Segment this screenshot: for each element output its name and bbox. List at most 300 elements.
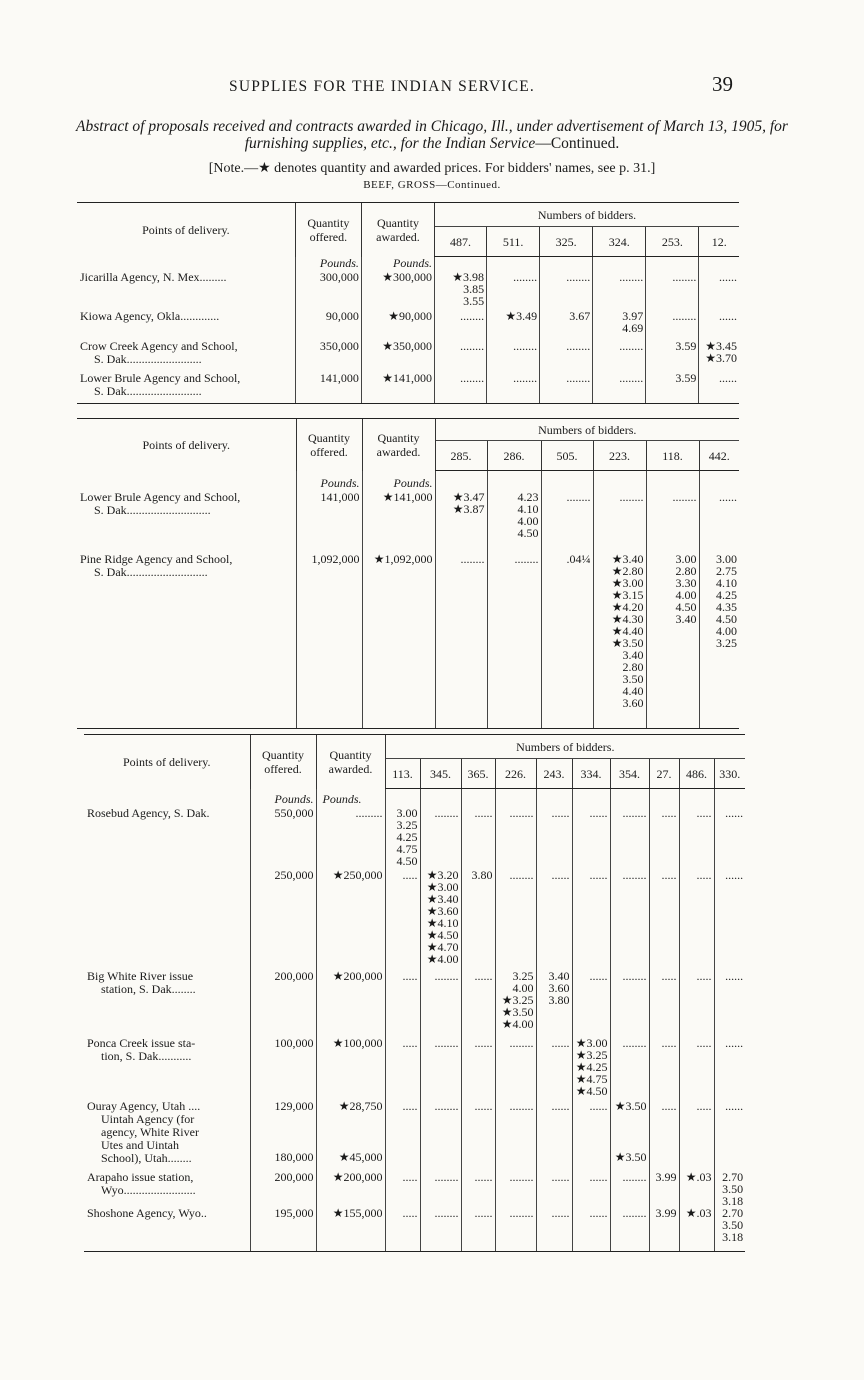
table-row (84, 1100, 745, 1171)
bidder-number: 324. (593, 227, 646, 257)
bid-cell-line: ★3.45 (705, 339, 737, 353)
bid-cell (435, 491, 487, 553)
table-row (84, 1207, 745, 1252)
bid-cell-line: ...... (551, 1170, 570, 1184)
quantity-offered-line: 250,000 (274, 868, 314, 882)
bid-cell-line: ..... (696, 969, 712, 983)
bid-cell-line: 4.69 (622, 320, 644, 335)
bid-cell (461, 1100, 495, 1171)
bid-cell-line: ........ (460, 309, 485, 323)
point-of-delivery (84, 869, 250, 970)
bid-table-3 (84, 734, 745, 1252)
bid-cell-line: 3.80 (548, 992, 570, 1007)
bidder-number: 325. (540, 227, 593, 257)
quantity-offered (295, 340, 361, 372)
bid-cell-line: ★3.50 (614, 1099, 647, 1113)
bid-cell-line: ★3.47 (452, 490, 485, 504)
bid-cell-line: ........ (434, 1170, 459, 1184)
bid-cell-line: ...... (474, 1170, 493, 1184)
bid-table-2 (77, 418, 739, 729)
unit-label: Pounds. (320, 475, 360, 490)
bid-cell-line: ........ (672, 309, 697, 323)
bid-cell (435, 340, 487, 372)
bid-cell-line: ★3.60 (426, 903, 459, 918)
bid-cell (536, 869, 572, 970)
header-points: Points of delivery. (77, 203, 295, 257)
point-of-delivery-line: S. Dak............................ (94, 502, 211, 517)
quantity-offered-line: 350,000 (319, 339, 359, 353)
bid-cell (385, 1171, 420, 1207)
bid-cell-line: ...... (551, 1099, 570, 1113)
bid-cell (487, 310, 540, 340)
bid-cell-line: ........ (434, 1099, 459, 1113)
bid-cell-line: 2.70 (722, 1206, 744, 1220)
bid-cell-line: ★4.30 (611, 611, 644, 626)
bid-cell (435, 310, 487, 340)
table-row (77, 340, 739, 372)
point-of-delivery-line: Pine Ridge Agency and School, (80, 552, 233, 566)
bidder-number: 243. (536, 759, 572, 789)
bid-cell (649, 1037, 679, 1100)
bid-cell-line: ........ (509, 868, 534, 882)
bid-cell-line: 3.59 (675, 339, 697, 353)
bidder-number: 334. (572, 759, 610, 789)
bid-cell (495, 1207, 536, 1252)
bid-cell-line: ..... (661, 1036, 677, 1050)
point-of-delivery-line: Kiowa Agency, Okla............. (80, 309, 220, 323)
quantity-offered-line: 550,000 (274, 806, 314, 820)
bid-cell (495, 970, 536, 1037)
bid-cell-line: ...... (589, 868, 608, 882)
bid-cell-line: ...... (589, 969, 608, 983)
bid-cell-line: ........ (514, 552, 539, 566)
bid-cell (435, 271, 487, 310)
bid-cell-line: ...... (474, 1206, 493, 1220)
bid-cell (495, 1171, 536, 1207)
bid-cell-line: ...... (719, 270, 737, 284)
bid-cell-line: 3.50 (722, 1181, 744, 1196)
section-title: BEEF, GROSS—Continued. (363, 179, 501, 191)
bid-cell (461, 1037, 495, 1100)
bid-cell-line: 3.59 (675, 371, 697, 385)
bid-cell-line: ...... (589, 806, 608, 820)
bid-cell-line: 3.40 (675, 611, 697, 626)
point-of-delivery-line: Shoshone Agency, Wyo.. (87, 1206, 207, 1220)
bid-cell-line: ..... (402, 1099, 418, 1113)
bid-cell-line: ...... (725, 969, 744, 983)
quantity-offered (296, 553, 362, 729)
bid-cell (610, 1207, 649, 1252)
point-of-delivery (77, 271, 295, 310)
bid-cell-line: ...... (551, 806, 570, 820)
bid-cell (385, 869, 420, 970)
table-row (77, 553, 739, 729)
quantity-offered (250, 1100, 316, 1171)
bid-cell (540, 340, 593, 372)
quantity-offered-line: 90,000 (325, 309, 359, 323)
bid-cell (679, 1171, 714, 1207)
bid-cell (610, 1100, 649, 1171)
bid-cell (679, 1037, 714, 1100)
bid-cell (714, 970, 745, 1037)
bid-cell (461, 869, 495, 970)
bid-cell-line: ........ (672, 490, 697, 504)
note-block (60, 160, 804, 194)
bid-cell-line: ........ (434, 806, 459, 820)
bid-cell-line: ★3.00 (426, 879, 459, 894)
bid-cell (593, 491, 646, 553)
bid-cell (649, 970, 679, 1037)
header-points: Points of delivery. (84, 735, 250, 789)
quantity-awarded-line: ★155,000 (332, 1206, 383, 1220)
bid-cell (541, 491, 593, 553)
bid-cell-line: 4.00 (512, 980, 534, 995)
bid-cell-line: ........ (619, 339, 644, 353)
bid-cell-line: 4.35 (716, 599, 738, 614)
point-of-delivery (77, 372, 295, 404)
point-of-delivery-line: Rosebud Agency, S. Dak. (87, 806, 210, 820)
bidder-number: 487. (435, 227, 487, 257)
table-row (84, 807, 745, 869)
bid-cell (461, 1207, 495, 1252)
bid-cell-line: 3.00 (716, 552, 738, 566)
bid-cell-line: 3.97 (622, 309, 644, 323)
bidder-number: 223. (593, 441, 646, 471)
bid-cell (487, 372, 540, 404)
bid-cell (495, 807, 536, 869)
bid-cell (593, 553, 646, 729)
bid-cell (714, 869, 745, 970)
bid-cell-line: ...... (719, 309, 737, 323)
bid-cell-line: ..... (402, 868, 418, 882)
bid-cell-line: 3.25 (396, 817, 418, 832)
bid-cell-line: ★3.50 (614, 1149, 647, 1164)
quantity-awarded (316, 1037, 385, 1100)
point-of-delivery (84, 807, 250, 869)
bid-cell (714, 807, 745, 869)
bid-cell (679, 1100, 714, 1171)
quantity-awarded (316, 1171, 385, 1207)
quantity-offered-line: 100,000 (274, 1036, 314, 1050)
point-of-delivery-line: S. Dak......................... (94, 351, 202, 366)
point-of-delivery-line: Arapaho issue station, (87, 1170, 194, 1184)
bid-cell (385, 1207, 420, 1252)
bid-cell-line: ........ (619, 270, 644, 284)
caption-suffix: —Continued. (535, 135, 620, 152)
quantity-offered-line: 300,000 (319, 270, 359, 284)
bid-cell-line: ..... (696, 806, 712, 820)
bid-cell-line: ........ (513, 270, 538, 284)
bid-cell (572, 1207, 610, 1252)
bid-cell-line: ........ (622, 806, 647, 820)
quantity-awarded (316, 1100, 385, 1171)
bid-cell (420, 807, 461, 869)
bid-cell-line: 2.80 (675, 563, 697, 578)
bid-cell-line: ..... (696, 1099, 712, 1113)
bid-cell (385, 807, 420, 869)
bidder-number: 118. (646, 441, 699, 471)
bid-cell-line: ...... (474, 806, 493, 820)
bid-cell-line: ★4.40 (611, 623, 644, 638)
header-quantity-offered: Quantity offered. (250, 735, 316, 789)
bid-cell-line: 3.30 (675, 575, 697, 590)
quantity-offered-line: 195,000 (274, 1206, 314, 1220)
point-of-delivery-line: Lower Brule Agency and School, (80, 490, 241, 504)
bid-cell (646, 340, 699, 372)
bid-cell-line: ★4.10 (426, 915, 459, 930)
bid-cell (610, 869, 649, 970)
bid-cell-line: 2.80 (622, 659, 644, 674)
bid-cell-line: ★3.49 (505, 309, 538, 323)
quantity-offered (250, 869, 316, 970)
bid-cell-line: ..... (661, 806, 677, 820)
quantity-awarded (316, 807, 385, 869)
bid-cell (385, 970, 420, 1037)
bid-cell-line: 3.80 (471, 868, 493, 882)
point-of-delivery (84, 1100, 250, 1171)
bid-cell-line: 4.10 (517, 501, 539, 516)
quantity-awarded-line: ★141,000 (382, 490, 433, 504)
bid-cell-line: ........ (460, 552, 485, 566)
bid-cell (536, 807, 572, 869)
bid-cell-line: ..... (402, 1036, 418, 1050)
quantity-offered (250, 807, 316, 869)
bid-cell-line: ........ (509, 1170, 534, 1184)
bid-cell-line: ..... (402, 969, 418, 983)
quantity-awarded (361, 271, 434, 310)
point-of-delivery (84, 1037, 250, 1100)
note-text: [Note.—★ denotes quantity and awarded prices. For bidders' names, see p. 31.] (208, 161, 656, 176)
point-of-delivery-line: Wyo........................ (101, 1182, 196, 1197)
bid-cell-line: 2.75 (716, 563, 738, 578)
bid-cell-line: ...... (725, 1036, 744, 1050)
bid-cell-line: 3.99 (655, 1206, 677, 1220)
point-of-delivery (84, 1171, 250, 1207)
point-of-delivery-line: Uintah Agency (for (101, 1111, 195, 1126)
running-title: SUPPLIES FOR THE INDIAN SERVICE. (229, 78, 535, 95)
bidder-number: 27. (649, 759, 679, 789)
bidder-number: 226. (495, 759, 536, 789)
bid-cell (679, 869, 714, 970)
point-of-delivery-line: Big White River issue (87, 969, 194, 983)
bid-cell-line: 4.25 (716, 587, 738, 602)
bid-cell (541, 553, 593, 729)
quantity-awarded-line: ★300,000 (382, 270, 432, 284)
bid-cell-line: ........ (434, 1036, 459, 1050)
quantity-awarded-line: ★1,092,000 (373, 552, 433, 566)
bid-cell-line: ........ (434, 969, 459, 983)
bid-cell (593, 372, 646, 404)
bid-cell-line: 3.60 (548, 980, 570, 995)
page-number: 39 (712, 72, 733, 96)
bid-cell (699, 553, 739, 729)
bidder-number: 442. (699, 441, 739, 471)
bid-cell (610, 970, 649, 1037)
bid-cell (649, 1100, 679, 1171)
page-header (0, 72, 864, 102)
bid-cell-line: 3.40 (548, 969, 570, 983)
quantity-awarded (316, 869, 385, 970)
bid-cell (714, 1100, 745, 1171)
table-row (77, 310, 739, 340)
bid-cell-line: 4.00 (517, 513, 539, 528)
quantity-offered (295, 372, 361, 404)
point-of-delivery-line: Ouray Agency, Utah .... (87, 1099, 201, 1113)
bid-cell (420, 1100, 461, 1171)
quantity-awarded-line: ★45,000 (338, 1149, 383, 1164)
point-of-delivery-line: Jicarilla Agency, N. Mex......... (80, 270, 227, 284)
point-of-delivery-line: S. Dak......................... (94, 383, 202, 398)
bid-cell (536, 1037, 572, 1100)
bid-cell (495, 869, 536, 970)
bid-cell-line: ........ (619, 490, 644, 504)
bid-cell (572, 1100, 610, 1171)
bid-cell-line: 4.10 (716, 575, 738, 590)
header-quantity-awarded: Quantity awarded. (362, 419, 435, 471)
bid-cell-line: ★3.98 (452, 270, 485, 284)
bid-cell-line: ★2.80 (611, 563, 644, 578)
table-row (84, 869, 745, 970)
bidder-number: 253. (646, 227, 699, 257)
bid-cell-line: ........ (566, 490, 591, 504)
bid-cell-line: ........ (509, 1099, 534, 1113)
bid-cell (610, 1037, 649, 1100)
quantity-offered-line: 141,000 (320, 490, 360, 504)
bid-cell-line: ..... (661, 868, 677, 882)
bid-cell-line: 3.50 (722, 1217, 744, 1232)
quantity-offered (250, 970, 316, 1037)
bid-cell (420, 970, 461, 1037)
bid-cell-line: ..... (696, 868, 712, 882)
bidder-number: 113. (385, 759, 420, 789)
header-points: Points of delivery. (77, 419, 296, 471)
bid-cell (487, 340, 540, 372)
bid-cell-line: ..... (661, 1099, 677, 1113)
caption-text: Abstract of proposals received and contracts awarded in Chicago, Ill., under advertisement of March 13, 1905, for furnishing supplies, etc., for the Indian Service (76, 118, 788, 152)
bid-cell-line: ........ (509, 1036, 534, 1050)
bid-cell (649, 869, 679, 970)
bid-cell (699, 372, 739, 404)
bid-cell (461, 1171, 495, 1207)
quantity-awarded (316, 970, 385, 1037)
bid-cell-line: 3.50 (622, 671, 644, 686)
bid-cell-line: ...... (474, 969, 493, 983)
header-quantity-offered: Quantity offered. (296, 419, 362, 471)
bid-cell-line: ★.03 (685, 1170, 712, 1184)
bid-cell (385, 1037, 420, 1100)
bid-cell-line: ★3.25 (501, 992, 534, 1007)
bid-cell-line: ★4.70 (426, 939, 459, 954)
quantity-awarded (316, 1207, 385, 1252)
bid-cell (536, 1100, 572, 1171)
bid-cell (649, 1171, 679, 1207)
bid-cell-line: ........ (513, 371, 538, 385)
bid-cell-line: ........ (622, 1206, 647, 1220)
table-row (84, 1171, 745, 1207)
bid-cell-line: ★3.50 (611, 635, 644, 650)
quantity-offered (295, 271, 361, 310)
bid-cell-line: ..... (696, 1036, 712, 1050)
bid-cell (495, 1037, 536, 1100)
bid-cell (435, 372, 487, 404)
bid-cell (646, 310, 699, 340)
point-of-delivery (84, 970, 250, 1037)
bidder-number: 354. (610, 759, 649, 789)
bid-cell-line: ★3.40 (611, 552, 644, 566)
quantity-offered-line: 1,092,000 (311, 552, 360, 566)
table-row (77, 372, 739, 404)
bid-cell-line: 3.60 (622, 695, 644, 710)
bid-cell-line: ★3.20 (426, 868, 459, 882)
bid-cell-line: 3.25 (716, 635, 738, 650)
quantity-offered-line: 200,000 (274, 1170, 314, 1184)
bid-cell (435, 553, 487, 729)
bid-cell-line: 4.00 (716, 623, 738, 638)
bid-cell (593, 310, 646, 340)
table-row (77, 491, 739, 553)
point-of-delivery (77, 491, 296, 553)
bid-cell (699, 271, 739, 310)
bid-cell-line: ★4.20 (611, 599, 644, 614)
bid-cell-line: ........ (509, 1206, 534, 1220)
bid-cell-line: ...... (725, 1099, 744, 1113)
bid-cell-line: ..... (402, 1170, 418, 1184)
header-quantity-awarded: Quantity awarded. (316, 735, 385, 789)
bid-cell-line: ........ (434, 1206, 459, 1220)
unit-label: Pounds. (393, 475, 433, 490)
bid-cell (495, 1100, 536, 1171)
table-caption (60, 118, 804, 152)
bid-cell (420, 1171, 461, 1207)
bid-cell (420, 869, 461, 970)
bid-cell (646, 372, 699, 404)
bid-cell-line: ★3.25 (575, 1047, 608, 1062)
bidder-number: 330. (714, 759, 745, 789)
point-of-delivery-line: Utes and Uintah (101, 1137, 179, 1152)
bid-cell-line: ........ (622, 868, 647, 882)
quantity-awarded-line: ★90,000 (388, 309, 432, 323)
bid-cell-line: 3.55 (463, 293, 485, 308)
bid-cell-line: 3.18 (722, 1229, 744, 1244)
bid-cell (540, 310, 593, 340)
bid-table-1 (77, 202, 739, 404)
bid-cell-line: ...... (725, 806, 744, 820)
header-numbers-of-bidders: Numbers of bidders. (435, 419, 739, 441)
point-of-delivery-line: tion, S. Dak........... (101, 1048, 192, 1063)
unit-label: Pounds. (274, 791, 314, 806)
bid-cell-line: 3.67 (569, 309, 591, 323)
bid-cell-line: 3.00 (675, 552, 697, 566)
bid-cell-line: ...... (589, 1170, 608, 1184)
bid-cell (649, 807, 679, 869)
bidder-number: 12. (699, 227, 739, 257)
quantity-awarded (361, 310, 434, 340)
quantity-awarded (361, 340, 434, 372)
bid-cell-line: 4.50 (716, 611, 738, 626)
bid-cell-line: ...... (474, 1099, 493, 1113)
table-row (84, 1037, 745, 1100)
quantity-awarded-line: ★28,750 (338, 1099, 383, 1113)
bid-cell (487, 491, 541, 553)
quantity-offered-line: 141,000 (319, 371, 359, 385)
point-of-delivery-line: station, S. Dak........ (101, 981, 196, 996)
bid-cell-line: ...... (719, 490, 738, 504)
bid-cell-line: 4.00 (675, 587, 697, 602)
unit-label: Pounds. (393, 256, 432, 270)
bid-cell-line: 4.50 (675, 599, 697, 614)
bid-cell-line: ★3.87 (452, 501, 485, 516)
unit-label: Pounds. (319, 256, 359, 270)
